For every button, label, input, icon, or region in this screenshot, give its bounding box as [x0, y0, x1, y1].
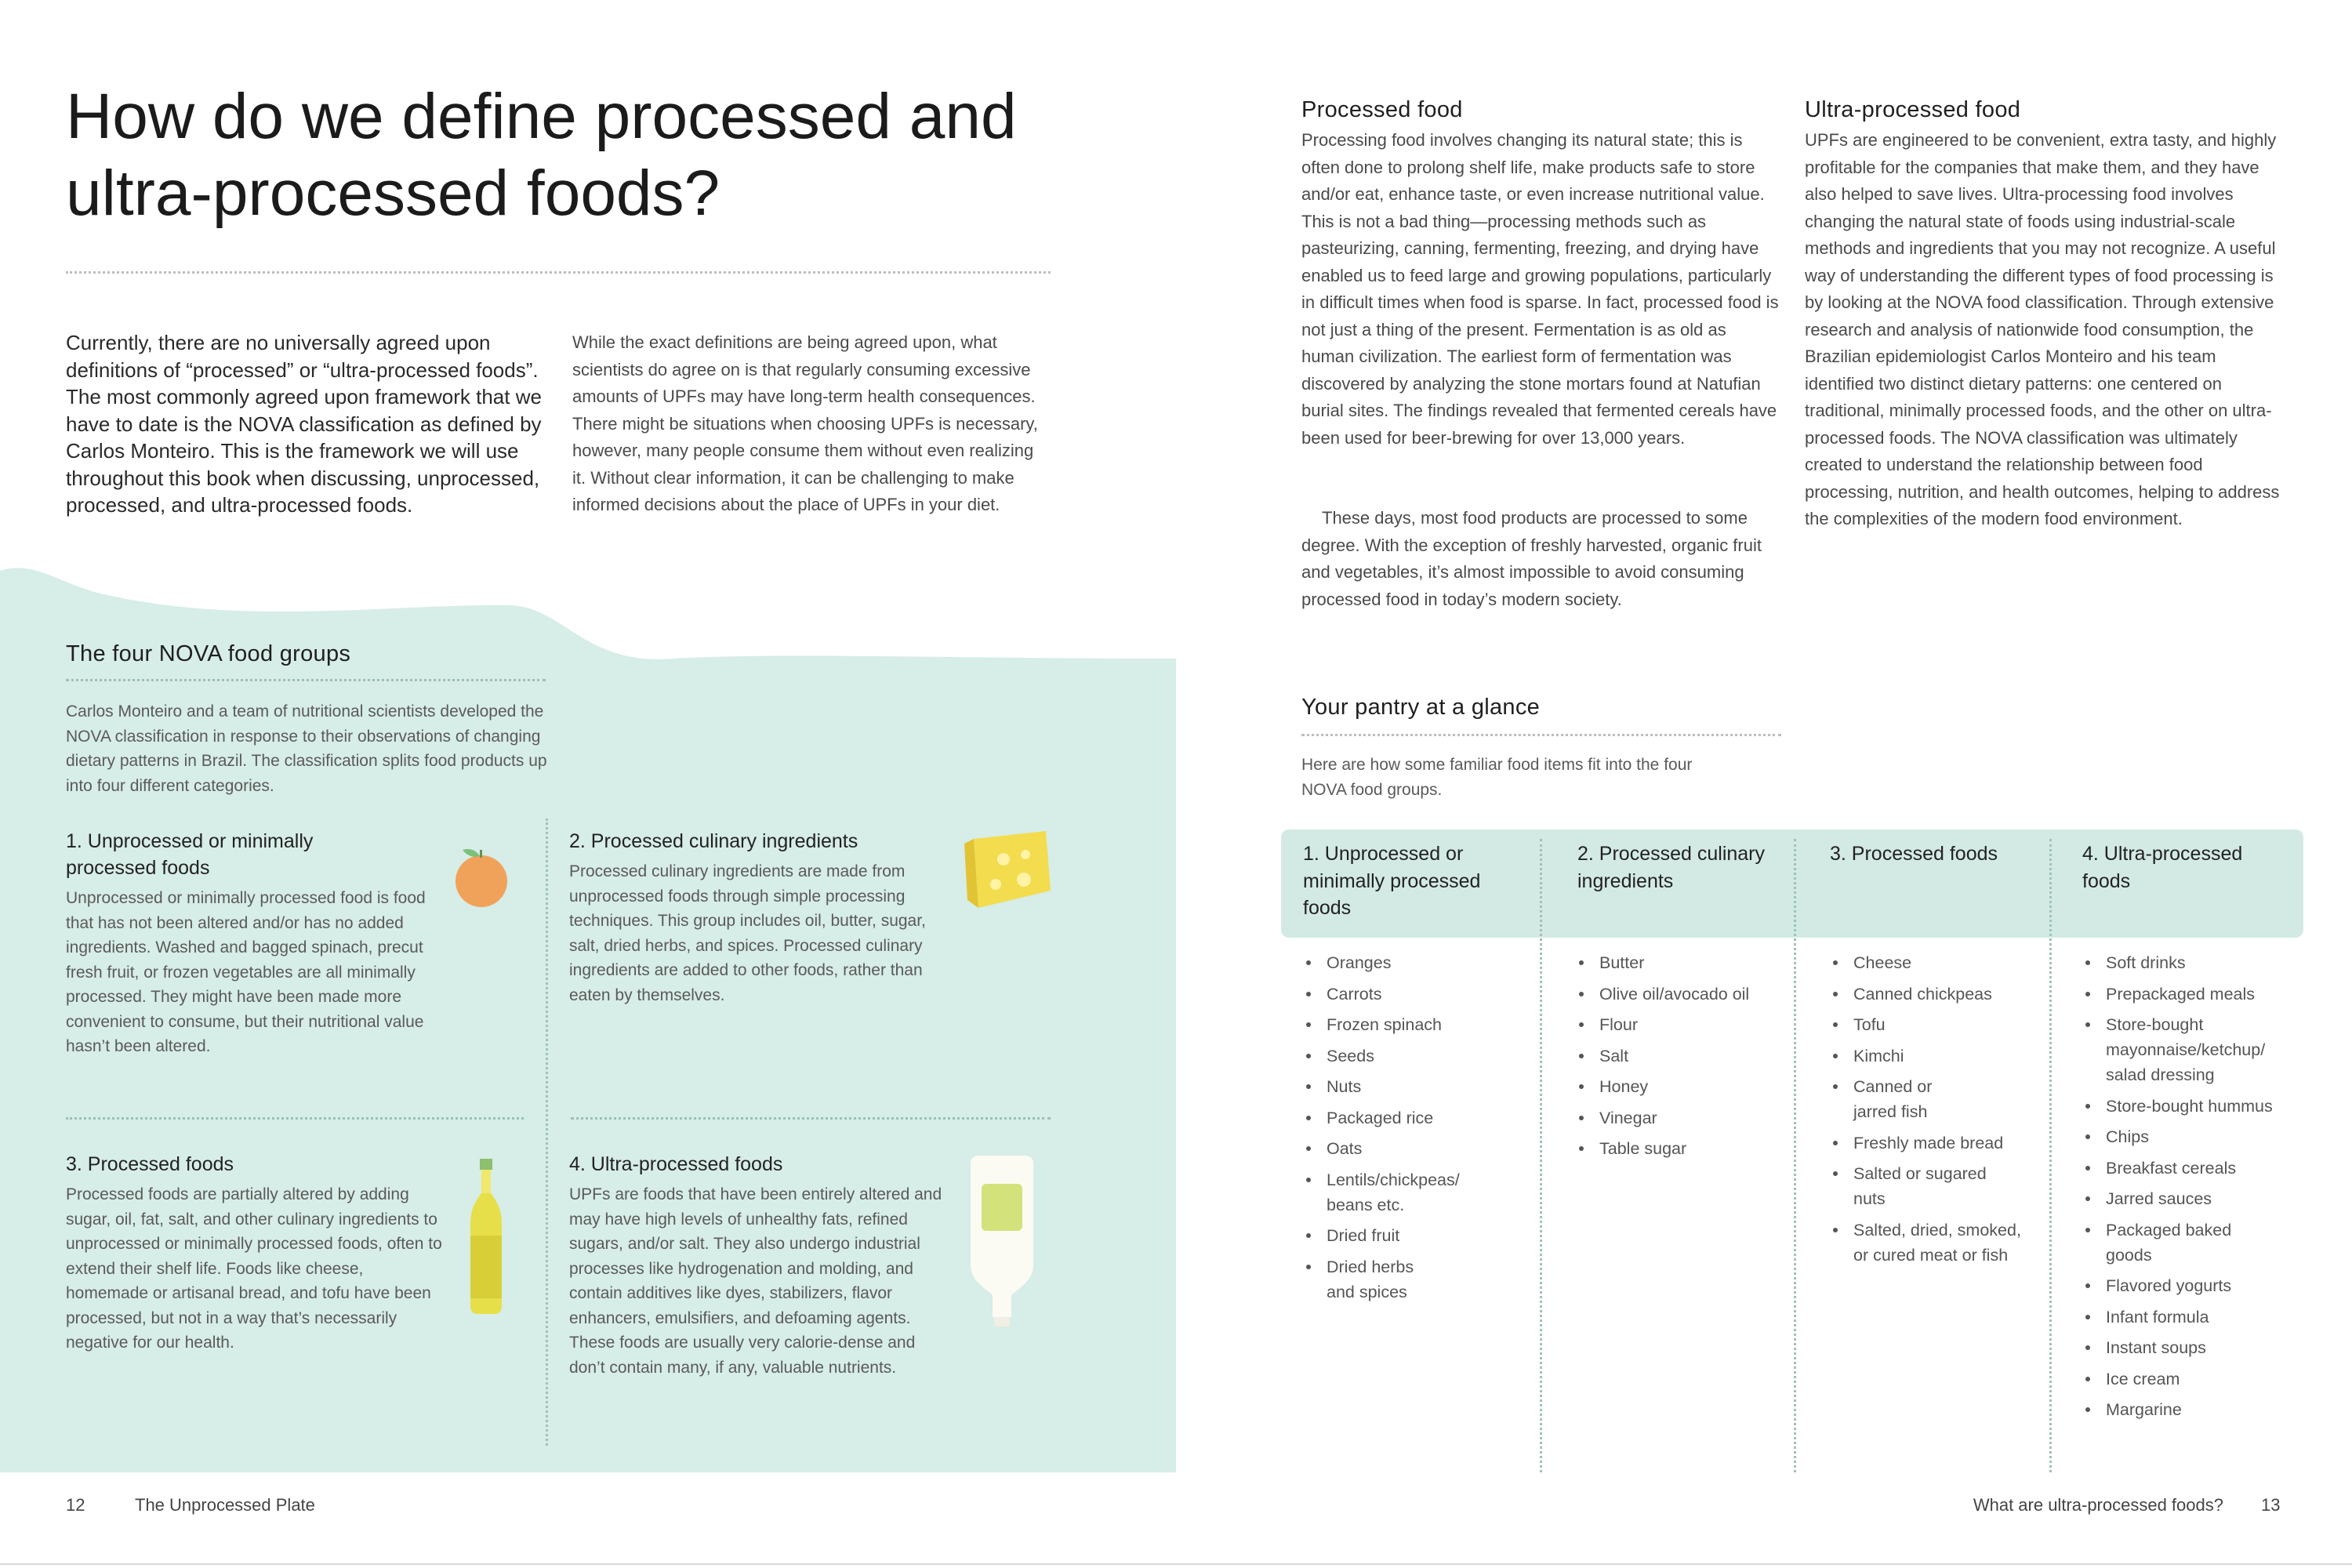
processed-food-paragraph-1: Processing food involves changing its natural state; this is often done to prolong shelf life, make products safe to store and/or eat, enhance taste, or even increase nutritional value. This is not a bad thing—processing methods such as pasteurizing, canning, fermenting, freezing, and drying have enabled us to feed large and growing populations, particularly in difficult times when food is sparse. In fact, processed food is not just a thing of the present. Fermentation is as old as human civilization. The earliest form of fermentation was discovered by analyzing the stone mortars found at Natufian burial sites. The findings revealed that fermented cereals have been used for beer-brewing for over 13,000 years. — [1301, 130, 1779, 448]
pantry-column-1-heading: 1. Unprocessed or minimally processed foods — [1303, 843, 1481, 919]
list-item: Cheese — [1831, 950, 2027, 975]
intro-paragraph-right: While the exact definitions are being agreed upon, what scientists do agree on is that regularly consuming excessive amounts of UPFs may have long-term health consequences. There might be situations when choosing UPFs is necessary, however, many people consume them without even realizing it. Without clear information, it can be challenging to make informed decisions about the place of UPFs in your diet. — [572, 332, 1038, 514]
title-divider — [66, 271, 1051, 274]
list-item: Frozen spinach — [1305, 1012, 1532, 1037]
group-2-title: 2. Processed culinary ingredients — [569, 830, 858, 852]
list-item: Honey — [1577, 1074, 1789, 1099]
list-item: Tofu — [1831, 1012, 2027, 1037]
list-item: Dried herbs and spices — [1305, 1254, 1436, 1305]
list-item: Butter — [1577, 950, 1789, 975]
list-item: Oats — [1305, 1136, 1532, 1161]
list-item: Margarine — [2084, 1397, 2296, 1422]
group-2-text: Processed culinary ingredients are made from unprocessed foods through simple processing techniques. This group includes oil, butter, sugar, salt, dried herbs, and spices. Processed culinary ingredients are added to other foods, rather than eaten by themselves. — [569, 862, 926, 1004]
upf-heading: Ultra-processed food — [1805, 97, 2021, 122]
list-item: Lentils/chickpeas/ beans etc. — [1305, 1167, 1483, 1218]
list-item: Prepackaged meals — [2084, 982, 2296, 1007]
list-item: Store-bought hummus — [2084, 1094, 2296, 1119]
nova-group-4 — [569, 1151, 961, 1380]
pantry-column-1-list — [1305, 950, 1532, 1310]
list-item: Vinegar — [1577, 1105, 1789, 1131]
list-item: Nuts — [1305, 1074, 1532, 1099]
pantry-column-3-list — [1831, 950, 2027, 1273]
nova-groups-heading: The four NOVA food groups — [66, 641, 351, 666]
list-item: Salted, dried, smoked, or cured meat or fish — [1831, 1218, 2022, 1268]
nova-intro-paragraph: Carlos Monteiro and a team of nutritional scientists developed the NOVA classification in response to their observations of changing dietary patterns in Brazil. The classification splits food products up into four different categories. — [66, 702, 547, 795]
list-item: Freshly made bread — [1831, 1131, 2027, 1156]
list-item: Store-bought mayonnaise/ketchup/ salad dressing — [2084, 1012, 2298, 1087]
list-item: Packaged baked goods — [2084, 1218, 2255, 1268]
intro-paragraph-left: Currently, there are no universally agreed upon definitions of “processed” or “ultra-processed foods”. The most commonly agreed upon framework that we have to date is the NOVA classification as defined by Carlos Monteiro. This is the framework we will use throughout this book when discussing, unprocessed, processed, and ultra-processed foods. — [66, 331, 542, 517]
groups-horizontal-divider-left — [66, 1117, 524, 1120]
nova-heading-divider — [66, 679, 546, 681]
list-item: Chips — [2084, 1124, 2296, 1149]
pantry-divider-3 — [2049, 839, 2052, 1472]
pantry-heading-divider — [1301, 734, 1781, 736]
nova-group-2 — [569, 828, 961, 1007]
processed-food-heading: Processed food — [1301, 97, 1463, 122]
list-item: Salted or sugared nuts — [1831, 1161, 2010, 1211]
orange-icon — [444, 840, 514, 911]
oil-bottle-icon — [461, 1159, 511, 1316]
group-4-text: UPFs are foods that have been entirely altered and may have high levels of unhealthy fats, refined sugars, and/or salt. They also undergo industrial processes like hydrogenation and molding, and contain additives like dyes, stabilizers, flavor enhancers, emulsifiers, and defoaming agents. These foods are usually very calorie-dense and don’t contain many, if any, valuable nutrients. — [569, 1185, 942, 1377]
list-item: Infant formula — [2084, 1305, 2296, 1330]
pantry-column-4-heading: 4. Ultra-processed foods — [2082, 843, 2243, 892]
group-1-title: 1. Unprocessed or minimally processed foods — [66, 830, 314, 879]
pantry-divider-1 — [1540, 839, 1542, 1472]
pantry-column-3-heading: 3. Processed foods — [1830, 843, 1998, 865]
list-item: Canned or jarred fish — [1831, 1074, 1971, 1124]
cheese-icon — [958, 825, 1055, 922]
pantry-intro: Here are how some familiar food items fit into the four NOVA food groups. — [1301, 756, 1693, 799]
processed-food-paragraph-2: These days, most food products are processed to some degree. With the exception of freshly harvested, organic fruit and vegetables, it’s almost impossible to avoid consuming processed food in today’s modern society. — [1301, 508, 1762, 609]
list-item: Breakfast cereals — [2084, 1156, 2296, 1181]
footer-chapter-title: What are ultra-processed foods? — [1973, 1495, 2223, 1515]
list-item: Oranges — [1305, 950, 1532, 975]
upf-paragraph: UPFs are engineered to be convenient, extra tasty, and highly profitable for the companies that make them, and they have also helped to save lives. Ultra-processing food involves changing the natural state of foods using industrial-scale methods and ingredients that you may not recognize. A useful way of understanding the different types of food processing is by looking at the NOVA food classification. Through extensive research and analysis of nationwide food consumption, the Brazilian epidemiologist Carlos Monteiro and his team identified two distinct dietary patterns: one centered on traditional, minimally processed foods, and the other on ultra-processed foods. The NOVA classification was ultimately created to understand the relationship between food processing, nutrition, and health outcomes, helping to address the complexities of the modern food environment. — [1805, 130, 2280, 528]
group-3-text: Processed foods are partially altered by adding sugar, oil, fat, salt, and other culinary ingredients to unprocessed or minimally processed foods, often to extend their shelf life. Foods like cheese, homemade or artisanal bread, and tofu have been processed, but not in a way that’s necessarily negative for our health. — [66, 1185, 442, 1352]
list-item: Table sugar — [1577, 1136, 1789, 1161]
page-number-right: 13 — [2261, 1495, 2281, 1515]
pantry-column-2-list — [1577, 950, 1789, 1167]
list-item: Flavored yogurts — [2084, 1273, 2296, 1298]
groups-vertical-divider — [546, 818, 548, 1446]
footer-book-title: The Unprocessed Plate — [135, 1495, 315, 1515]
pantry-column-4-list — [2084, 950, 2296, 1428]
groups-horizontal-divider-right — [571, 1117, 1051, 1120]
bottom-edge-line — [0, 1563, 2352, 1565]
list-item: Packaged rice — [1305, 1105, 1532, 1131]
page-title: How do we define processed and ultra-processed foods? — [66, 81, 1017, 229]
sauce-bottle-icon — [963, 1156, 1041, 1328]
nova-group-1 — [66, 828, 458, 1059]
pantry-divider-2 — [1794, 839, 1796, 1472]
list-item: Olive oil/avocado oil — [1577, 982, 1789, 1007]
pantry-heading: Your pantry at a glance — [1301, 695, 1541, 720]
list-item: Kimchi — [1831, 1044, 2027, 1069]
group-1-text: Unprocessed or minimally processed food is food that has not been altered and/or has no added ingredients. Washed and bagged spinach, precut fresh fruit, or frozen vegetables are all minimally processed. They might have been made more convenient to consume, but their nutritional value hasn’t been altered. — [66, 889, 426, 1055]
list-item: Ice cream — [2084, 1367, 2296, 1392]
nova-group-3 — [66, 1151, 458, 1356]
list-item: Canned chickpeas — [1831, 982, 2027, 1007]
list-item: Dried fruit — [1305, 1223, 1532, 1248]
group-4-title: 4. Ultra-processed foods — [569, 1153, 783, 1175]
list-item: Carrots — [1305, 982, 1532, 1007]
page-number-left: 12 — [66, 1495, 85, 1515]
list-item: Salt — [1577, 1044, 1789, 1069]
list-item: Instant soups — [2084, 1335, 2296, 1360]
list-item: Soft drinks — [2084, 950, 2296, 975]
list-item: Seeds — [1305, 1044, 1532, 1069]
group-3-title: 3. Processed foods — [66, 1153, 234, 1175]
list-item: Jarred sauces — [2084, 1186, 2296, 1211]
list-item: Flour — [1577, 1012, 1789, 1037]
pantry-column-2-heading: 2. Processed culinary ingredients — [1577, 843, 1766, 892]
